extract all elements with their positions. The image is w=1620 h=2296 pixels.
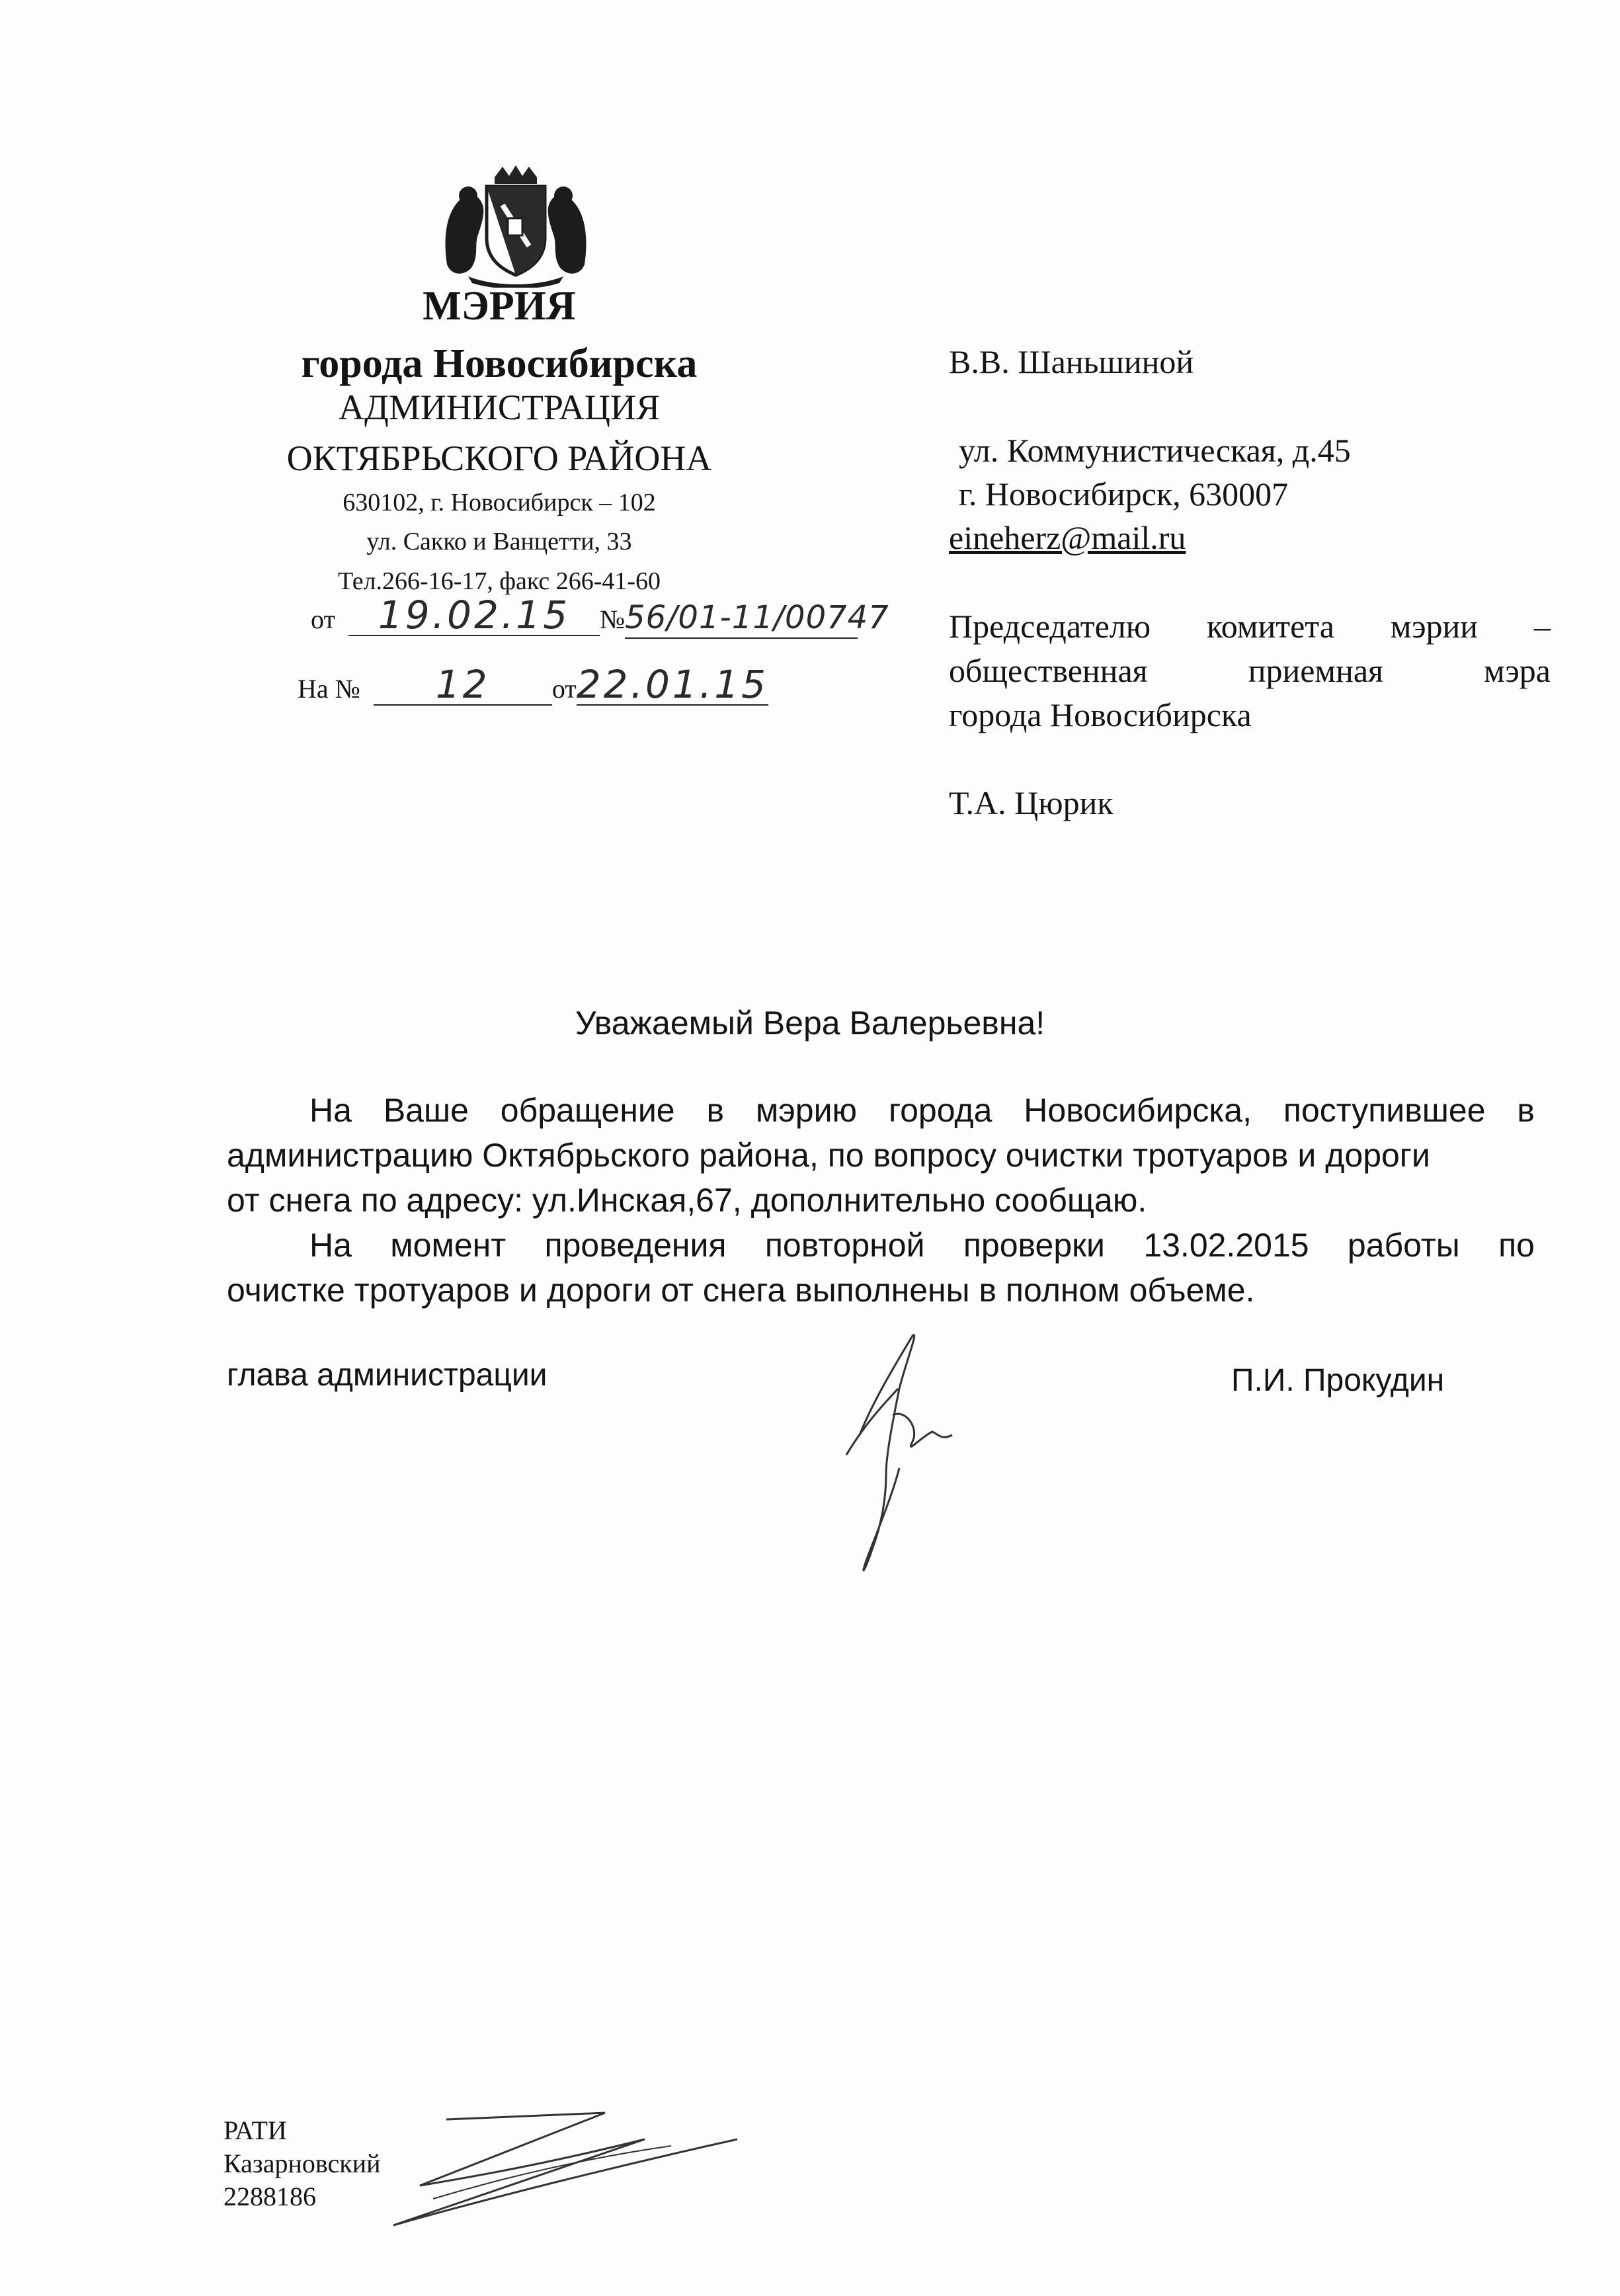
recipient2-name: Т.А. Цюрик	[949, 784, 1114, 821]
org-title-district: ОКТЯБРЬСКОГО РАЙОНА	[286, 438, 712, 478]
executor-signature	[367, 2100, 764, 2232]
reply-from-label: от	[551, 674, 577, 704]
org-street-address: ул. Сакко и Ванцетти, 33	[366, 528, 632, 555]
recipient1-email: eineherz@mail.ru	[949, 519, 1186, 556]
org-phone-fax: Тел.266-16-17, факс 266-41-60	[337, 567, 661, 595]
reply-number-label: На №	[298, 674, 360, 704]
reg-number: 56/01-11/00747	[625, 598, 858, 639]
reply-number: 12	[374, 665, 552, 706]
reg-number-label: №	[599, 604, 626, 634]
recipient1-city: г. Новосибирск, 630007	[959, 475, 1289, 512]
body-paragraph1-line2: администрацию Октябрьского района, по вопросу очистки тротуаров и дороги	[227, 1137, 1430, 1174]
org-title-mayoralty: МЭРИЯ	[423, 284, 576, 329]
signatory-position: глава администрации	[227, 1358, 547, 1393]
executor-organization: РАТИ	[223, 2115, 287, 2145]
recipient2-title-line1: Председателю комитета мэрии –	[949, 608, 1551, 645]
salutation: Уважаемый Вера Валерьевна!	[575, 1004, 1045, 1042]
reg-date: 19.02.15	[348, 595, 600, 636]
body-paragraph2-line1: На момент проведения повторной проверки 13.02.2015 работы по	[309, 1227, 1535, 1264]
recipient2-title-line2: общественная приемная мэра	[949, 652, 1551, 689]
city-coat-of-arms-icon	[442, 165, 590, 288]
reply-date: 22.01.15	[576, 662, 769, 707]
org-title-city: города Новосибирска	[301, 341, 698, 386]
org-postal-address: 630102, г. Новосибирск – 102	[343, 489, 656, 516]
reply-reference-row	[298, 662, 769, 707]
recipient2-title-line3: города Новосибирска	[949, 696, 1252, 733]
handwritten-signature	[820, 1323, 1005, 1587]
body-paragraph1-line3: от снега по адресу: ул.Инская,67, дополнительно сообщаю.	[227, 1182, 1147, 1219]
recipient1-street: ул. Коммунистическая, д.45	[959, 432, 1351, 469]
signatory-name: П.И. Прокудин	[1231, 1363, 1445, 1398]
org-title-administration: АДМИНИСТРАЦИЯ	[339, 388, 660, 427]
recipient1-name: В.В. Шаньшиной	[949, 343, 1194, 380]
registration-row	[311, 593, 889, 639]
body-paragraph1-line1: На Ваше обращение в мэрию города Новосибирска, поступившее в	[309, 1092, 1535, 1129]
body-paragraph2-line2: очистке тротуаров и дороги от снега выполнены в полном объеме.	[227, 1272, 1255, 1309]
reg-from-label: от	[311, 604, 335, 634]
executor-name: Казарновский	[223, 2149, 381, 2178]
executor-phone: 2288186	[223, 2182, 316, 2211]
